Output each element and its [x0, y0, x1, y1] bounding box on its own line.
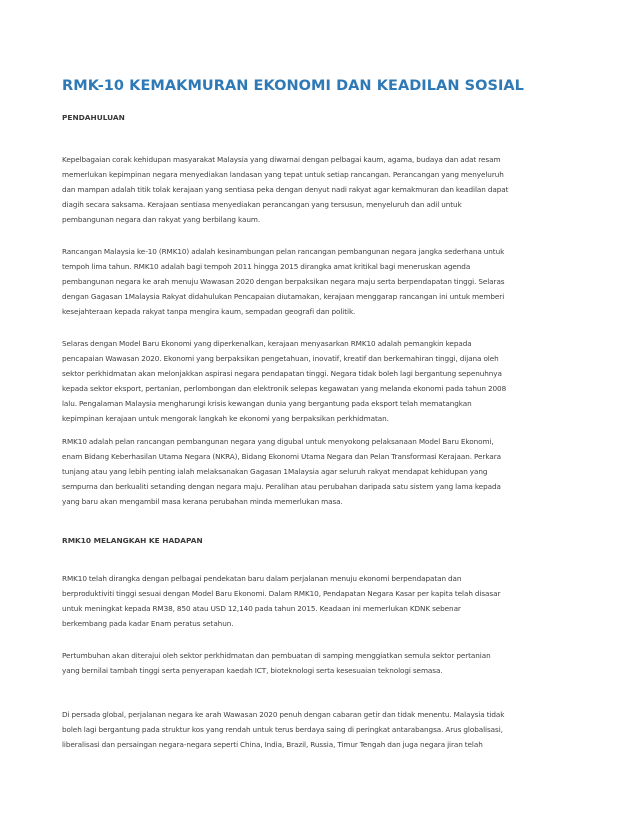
paragraph-line: Di persada global, perjalanan negara ke arah Wawasan 2020 penuh dengan cabaran getir dan tidak menentu. Malaysia tidak: [62, 710, 505, 719]
paragraph-line: RMK10 adalah pelan rancangan pembangunan negara yang digubal untuk menyokong pelaksanaan Model Baru Ekonomi,: [62, 437, 494, 446]
paragraph-line: berkembang pada kadar Enam peratus setahun.: [62, 619, 234, 628]
document-title: RMK-10 KEMAKMURAN EKONOMI DAN KEADILAN SOSIAL: [62, 78, 524, 94]
paragraph-line: yang bernilai tambah tinggi serta penyerapan kaedah ICT, bioteknologi serta kesesuaian teknologi semasa.: [62, 666, 443, 675]
paragraph-line: enam Bidang Keberhasilan Utama Negara (NKRA), Bidang Ekonomi Utama Negara dan Pelan Transformasi Kerajaan. Perkara: [62, 452, 501, 461]
paragraph-7: [62, 707, 504, 752]
paragraph-line: liberalisasi dan persaingan negara-negara seperti China, India, Brazil, Russia, Timur Tengah dan juga negara jiran telah: [62, 740, 483, 749]
paragraph-line: kesejahteraan kepada rakyat tanpa mengira kaum, sempadan geografi dan politik.: [62, 307, 356, 316]
section-heading-melangkah: RMK10 MELANGKAH KE HADAPAN: [62, 536, 203, 545]
paragraph-line: Rancangan Malaysia ke-10 (RMK10) adalah kesinambungan pelan rancangan pembangunan negara jangka sederhana untuk: [62, 247, 505, 256]
paragraph-4: [62, 434, 501, 509]
paragraph-line: dan mampan adalah titik tolak kerajaan yang sentiasa peka dengan denyut nadi rakyat agar kemakmuran dan keadilan dapat: [62, 185, 509, 194]
paragraph-line: kepimpinan kerajaan untuk mengorak langkah ke ekonomi yang berpaksikan perkhidmatan.: [62, 414, 389, 423]
paragraph-line: untuk meningkat kepada RM38, 850 atau USD 12,140 pada tahun 2015. Keadaan ini memerlukan KDNK sebenar: [62, 604, 461, 613]
paragraph-line: kepada sektor eksport, pertanian, perlombongan dan elektronik selepas kegawatan yang melanda ekonomi pada tahun 2008: [62, 384, 507, 393]
paragraph-line: lalu. Pengalaman Malaysia mengharungi krisis kewangan dunia yang bergantung pada eksport telah mematangkan: [62, 399, 472, 408]
document-page: [62, 78, 570, 749]
paragraph-line: diagih secara saksama. Kerajaan sentiasa menyediakan perancangan yang tersusun, menyeluruh dan adil untuk: [62, 200, 462, 209]
paragraph-line: tunjang atau yang lebih penting ialah melaksanakan Gagasan 1Malaysia agar seluruh rakyat mendapat kehidupan yang: [62, 467, 488, 476]
paragraph-line: Pertumbuhan akan diterajui oleh sektor perkhidmatan dan pembuatan di samping menggiatkan semula sektor pertanian: [62, 651, 491, 660]
paragraph-line: RMK10 telah dirangka dengan pelbagai pendekatan baru dalam perjalanan menuju ekonomi berpendapatan dan: [62, 574, 462, 583]
paragraph-line: memerlukan kepimpinan negara menyediakan landasan yang tepat untuk setiap rancangan. Perancangan yang menyeluruh: [62, 170, 504, 179]
section-heading-pendahuluan: PENDAHULUAN: [62, 113, 125, 122]
paragraph-line: boleh lagi bergantung pada struktur kos yang rendah untuk terus berdaya saing di peringkat antarabangsa. Arus globalisasi,: [62, 725, 503, 734]
paragraph-6: [62, 648, 491, 678]
paragraph-line: sektor perkhidmatan akan melonjakkan aspirasi negara pendapatan tinggi. Negara tidak boleh lagi bergantung sepenuhnya: [62, 369, 502, 378]
paragraph-line: berproduktiviti tinggi sesuai dengan Model Baru Ekonomi. Dalam RMK10, Pendapatan Negara Kasar per kapita telah disasar: [62, 589, 501, 598]
paragraph-line: pembangunan negara ke arah menuju Wawasan 2020 dengan berpaksikan negara maju serta berpendapatan tinggi. Selaras: [62, 277, 505, 286]
paragraph-line: Kepelbagaian corak kehidupan masyarakat Malaysia yang diwarnai dengan pelbagai kaum, agama, budaya dan adat resam: [62, 155, 501, 164]
paragraph-line: sempurna dan berkualiti setanding dengan negara maju. Peralihan atau perubahan daripada satu sistem yang lama kepada: [62, 482, 501, 491]
paragraph-line: tempoh lima tahun. RMK10 adalah bagi tempoh 2011 hingga 2015 dirangka amat kritikal bagi meneruskan agenda: [62, 262, 471, 271]
paragraph-1: [62, 152, 508, 227]
paragraph-2: [62, 244, 505, 319]
paragraph-line: dengan Gagasan 1Malaysia Rakyat didahulukan Pencapaian diutamakan, kerajaan menggarap rancangan ini untuk memberi: [62, 292, 505, 301]
paragraph-5: [62, 571, 500, 631]
paragraph-line: pencapaian Wawasan 2020. Ekonomi yang berpaksikan pengetahuan, inovatif, kreatif dan berkemahiran tinggi, dijana oleh: [62, 354, 499, 363]
paragraph-3: [62, 336, 506, 426]
paragraph-line: pembangunan negara dan rakyat yang berbilang kaum.: [62, 215, 261, 224]
paragraph-line: Selaras dengan Model Baru Ekonomi yang diperkenalkan, kerajaan menyasarkan RMK10 adalah pemangkin kepada: [62, 339, 472, 348]
paragraph-line: yang baru akan mengambil masa kerana perubahan minda memerlukan masa.: [62, 497, 343, 506]
